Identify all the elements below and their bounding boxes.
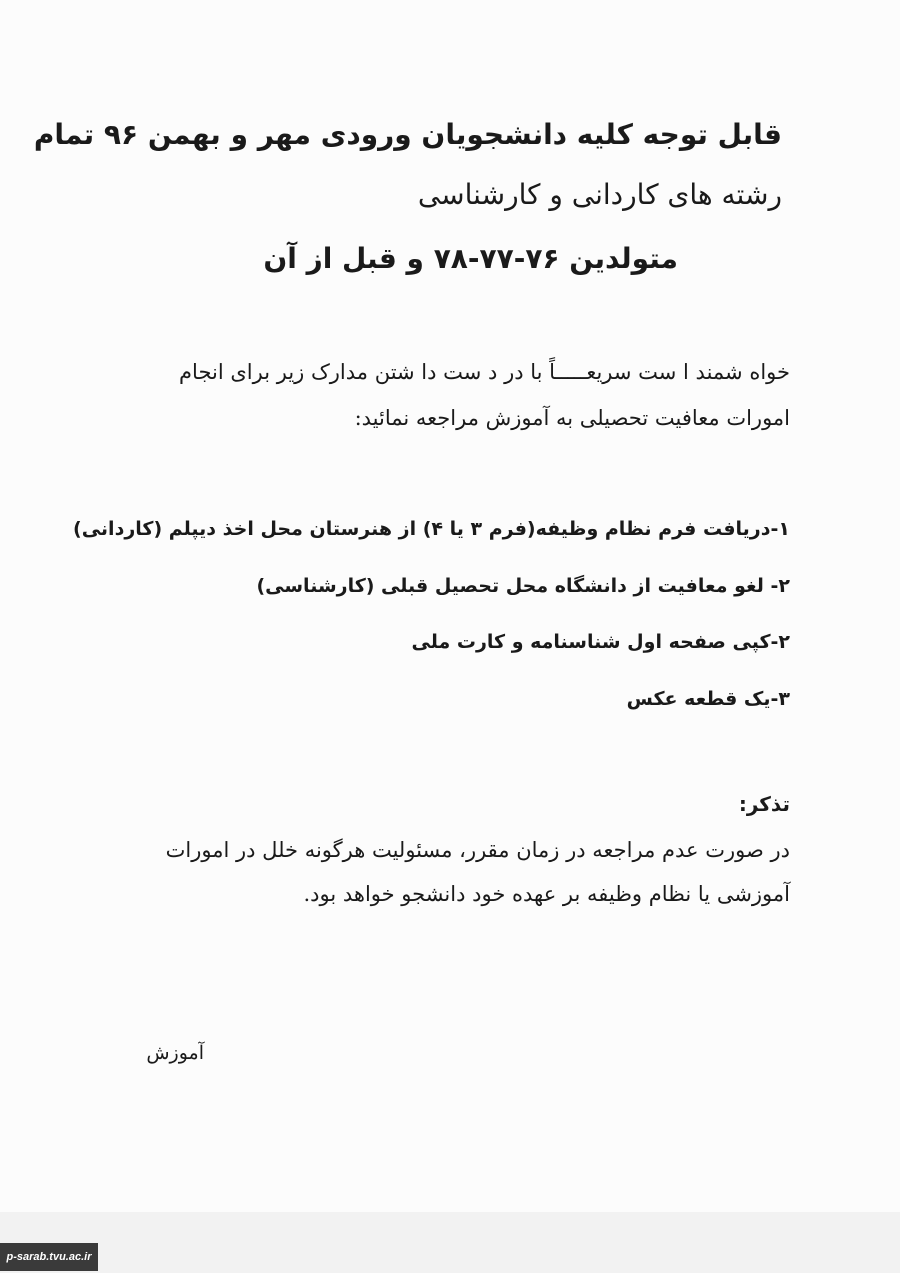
signature: آموزش [146,1042,204,1064]
intro-line-1: خواه شمند ا ست سریعـــــاً با در د ست دا شتن مدارک زیر برای انجام [179,360,790,384]
note-line-1: در صورت عدم مراجعه در زمان مقرر، مسئولیت هرگونه خلل در امورات [165,838,790,862]
note-line-2: آموزشی یا نظام وظیفه بر عهده خود دانشجو خواهد بود. [303,882,790,906]
intro-line-2: امورات معافیت تحصیلی به آموزش مراجعه نمائید: [354,406,790,430]
site-watermark: p-sarab.tvu.ac.ir [0,1243,98,1271]
heading-line-1: قابل توجه کلیه دانشجویان ورودی مهر و بهمن ۹۶ تمام [33,118,782,151]
scan-edge [0,1212,900,1273]
list-item: ۱-دریافت فرم نظام وظیفه(فرم ۳ یا ۴) از هنرستان محل اخذ دیپلم (کاردانی) [73,518,790,540]
list-item: ۲- لغو معافیت از دانشگاه محل تحصیل قبلی (کارشناسی) [256,575,790,597]
heading-line-3: متولدین ۷۶-۷۷-۷۸ و قبل از آن [263,242,678,275]
note-heading: تذکر: [738,792,790,816]
heading-line-2: رشته های کاردانی و کارشناسی [417,178,782,211]
list-item: ۲-کپی صفحه اول شناسنامه و کارت ملی [411,631,790,653]
list-item: ۳-یک قطعه عکس [626,688,790,710]
